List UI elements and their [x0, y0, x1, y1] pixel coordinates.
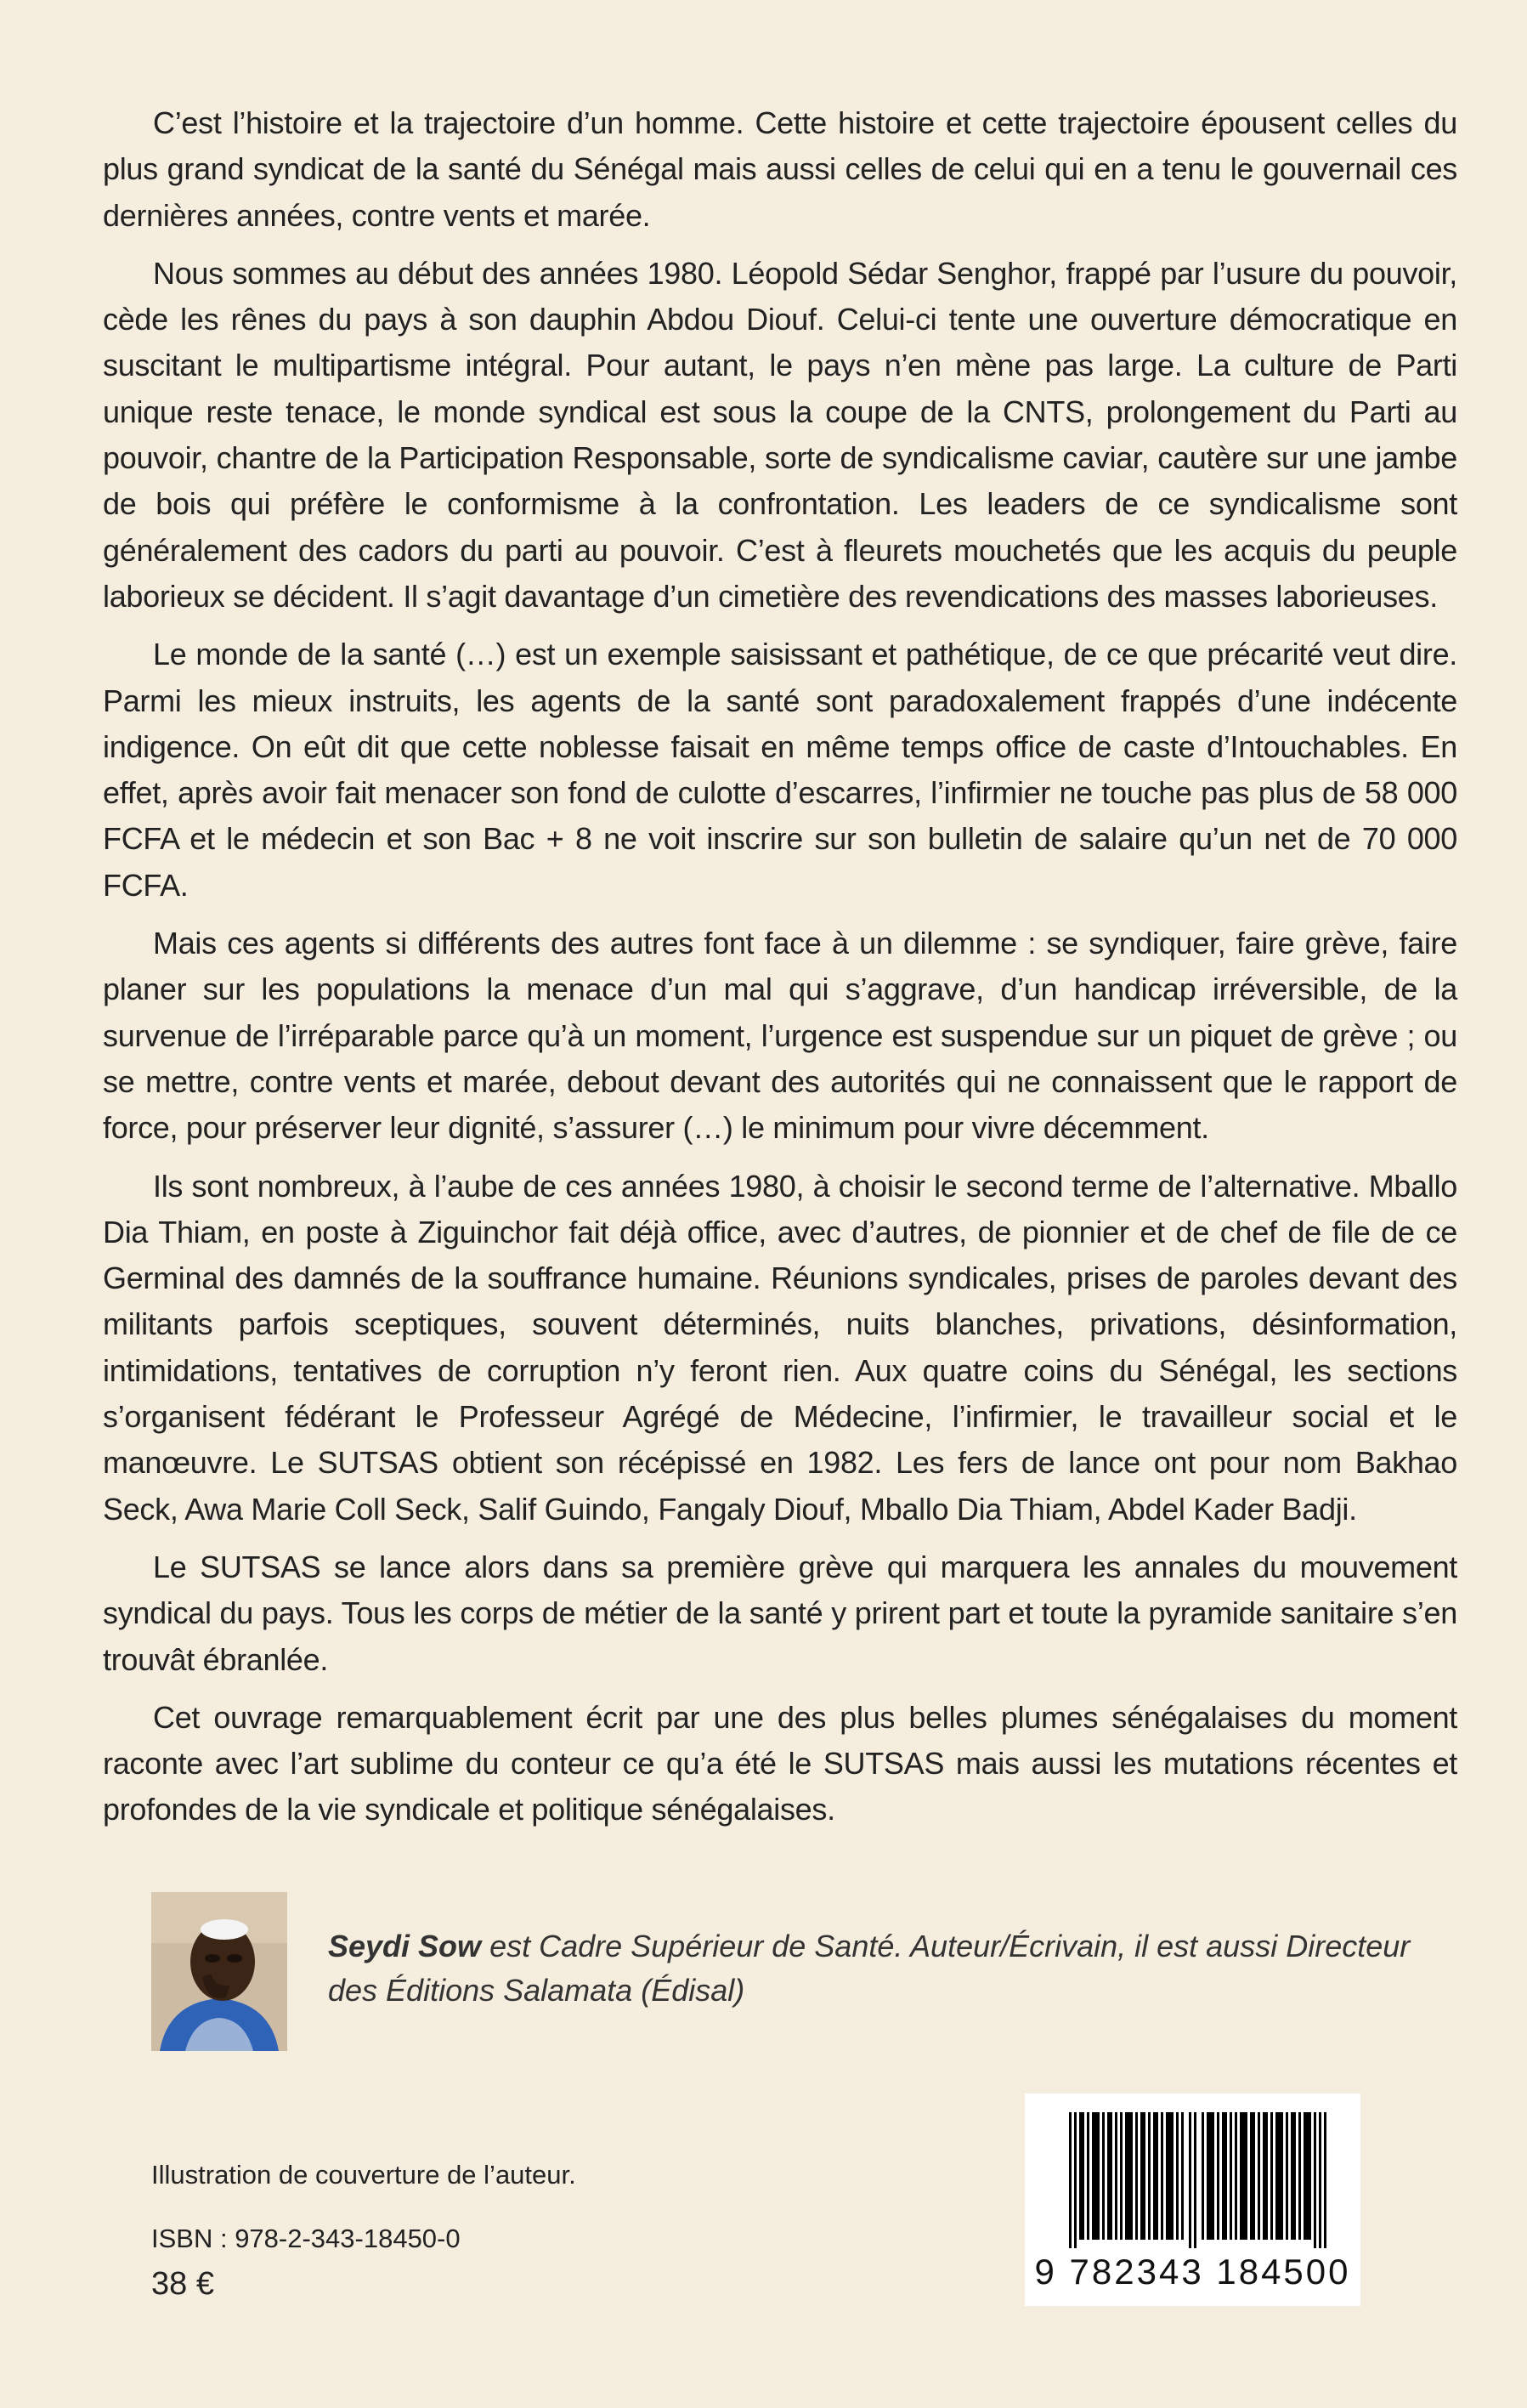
barcode	[1025, 2094, 1360, 2306]
back-cover-blurb	[103, 100, 1457, 1845]
isbn: ISBN : 978-2-343-18450-0	[151, 2224, 461, 2253]
blurb-paragraph-3: Le monde de la santé (…) est un exemple saisissant et pathétique, de ce que précarité veut dire. Parmi les mieux instruits, les agents de la santé sont paradoxalement frappés d’une indécente indigence. On eût dit que cette noblesse faisait en même temps office de caste d’Intouchables. En effet, après avoir fait menacer son fond de culotte d’escarres, l’infirmier ne touche pas plus de 58 000 FCFA et le médecin et son Bac + 8 ne voit inscrire sur son bulletin de salaire qu’un net de 70 000 FCFA.	[103, 637, 1457, 903]
barcode-bars	[1069, 2112, 1327, 2248]
blurb-paragraph-6: Le SUTSAS se lance alors dans sa première grève qui marquera les annales du mouvement syndical du pays. Tous les corps de métier de la santé y prirent part et toute la pyramide sanitaire s’en trouvât ébranlée.	[103, 1549, 1457, 1677]
price: 38 €	[151, 2266, 214, 2302]
author-bio	[328, 1924, 1458, 2013]
author-portrait-illustration	[151, 1892, 287, 2051]
blurb-paragraph-1: C’est l’histoire et la trajectoire d’un homme. Cette histoire et cette trajectoire épousent celles du plus grand syndicat de la santé du Sénégal mais aussi celles de celui qui en a tenu le gouvernail ces dernières années, contre vents et marée.	[103, 105, 1457, 233]
blurb-paragraph-2: Nous sommes au début des années 1980. Léopold Sédar Senghor, frappé par l’usure du pouvoir, cède les rênes du pays à son dauphin Abdou Diouf. Celui-ci tente une ouverture démocratique en suscitant le multipartisme intégral. Pour autant, le pays n’en mène pas large. La culture de Parti unique reste tenace, le monde syndical est sous la coupe de la CNTS, prolongement du Parti au pouvoir, chantre de la Participation Responsable, sorte de syndicalisme caviar, cautère sur une jambe de bois qui préfère le conformisme à la confrontation. Les leaders de ce syndicalisme sont généralement des cadors du parti au pouvoir. C’est à fleurets mouchetés que les acquis du peuple laborieux se décident. Il s’agit davantage d’un cimetière des revendications des masses laborieuses.	[103, 255, 1457, 614]
cover-illustration-credit: Illustration de couverture de l’auteur.	[151, 2160, 576, 2190]
author-description: est Cadre Supérieur de Santé. Auteur/Écrivain, il est aussi Directeur des Éditions Salamata (Édisal)	[328, 1929, 1411, 2008]
blurb-paragraph-7: Cet ouvrage remarquablement écrit par une des plus belles plumes sénégalaises du moment raconte avec l’art sublime du conteur ce qu’a été le SUTSAS mais aussi les mutations récentes et profondes de la vie syndicale et politique sénégalaises.	[103, 1699, 1457, 1827]
blurb-paragraph-5: Ils sont nombreux, à l’aube de ces années 1980, à choisir le second terme de l’alternative. Mballo Dia Thiam, en poste à Ziguinchor fait déjà office, avec d’autres, de pionnier et de chef de file de ce Germinal des damnés de la souffrance humaine. Réunions syndicales, prises de paroles devant des militants parfois sceptiques, souvent déterminés, nuits blanches, privations, désinformation, intimidations, tentatives de corruption n’y feront rien. Aux quatre coins du Sénégal, les sections s’organisent fédérant le Professeur Agrégé de Médecine, l’infirmier, le travailleur social et le manœuvre. Le SUTSAS obtient son récépissé en 1982. Les fers de lance ont pour nom Bakhao Seck, Awa Marie Coll Seck, Salif Guindo, Fangaly Diouf, Mballo Dia Thiam, Abdel Kader Badji.	[103, 1168, 1457, 1527]
author-name: Seydi Sow	[328, 1929, 482, 1963]
author-photo	[151, 1892, 287, 2051]
blurb-paragraph-4: Mais ces agents si différents des autres font face à un dilemme : se syndiquer, faire grève, faire planer sur les populations la menace d’un mal qui s’aggrave, d’un handicap irréversible, de la survenue de l’irréparable parce qu’à un moment, l’urgence est suspendue sur un piquet de grève ; ou se mettre, contre vents et marée, debout devant des autorités qui ne connaissent que le rapport de force, pour préserver leur dignité, s’assurer (…) le minimum pour vivre décemment.	[103, 926, 1457, 1146]
barcode-number: 9 782343 184500	[1034, 2252, 1351, 2292]
